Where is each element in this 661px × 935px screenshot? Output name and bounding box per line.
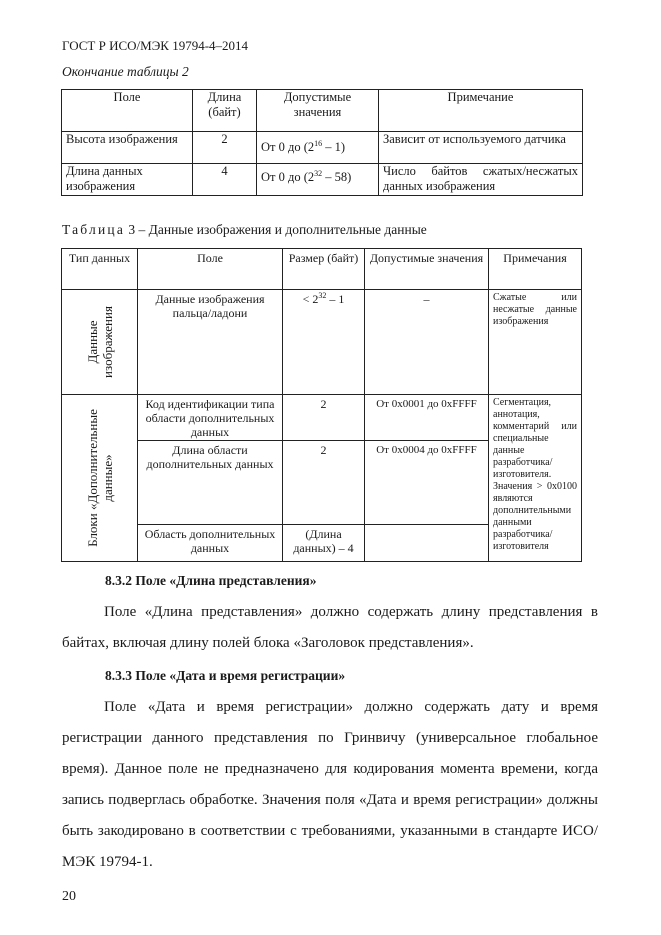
table3-type-image-cell xyxy=(62,290,138,395)
range-exponent: 32 xyxy=(314,168,323,178)
size-prefix: < 2 xyxy=(302,292,319,306)
table3-cell-values: – xyxy=(365,290,489,395)
table3-type-extra-cell xyxy=(62,395,138,562)
table3-cell-note: Сжатые или несжатые данные изображения xyxy=(489,290,582,395)
table3-caption-text: 3 – Данные изображения и дополнительные данные xyxy=(125,222,427,237)
table3-cell-field: Данные изображения пальца/ладони xyxy=(138,290,283,395)
table2-cell-length: 2 xyxy=(193,132,257,164)
range-exponent: 16 xyxy=(314,138,323,148)
section-832-heading: 8.3.2 Поле «Длина представления» xyxy=(105,573,317,588)
size-suffix: – 1 xyxy=(326,292,345,306)
table2-cell-values xyxy=(257,132,379,164)
table2-cell-field: Высота изображения xyxy=(62,132,193,164)
size-exponent: 32 xyxy=(318,291,327,300)
table3-cell-values: От 0x0001 до 0xFFFF xyxy=(365,395,489,441)
table3-header-type: Тип данных xyxy=(62,249,138,290)
table3-cell-size: 2 xyxy=(283,441,365,525)
table-3 xyxy=(61,248,582,562)
table3-cell-field: Код идентификации типа области дополнительных данных xyxy=(138,395,283,441)
table3-cell-note: Сегментация, аннотация, комментарий или специальные данные разработчика/изготовителя. Значения > 0x0100 являются дополнительными данными разработчика/изготовителя xyxy=(489,395,582,562)
range-suffix: – 1) xyxy=(322,140,346,154)
table3-header-notes: Примечания xyxy=(489,249,582,290)
table2-header-note: Примечание xyxy=(379,90,583,132)
range-suffix: – 58) xyxy=(322,170,352,184)
table2-cell-values xyxy=(257,164,379,196)
table2-header-length: Длина (байт) xyxy=(193,90,257,132)
table3-header-values: Допустимые значения xyxy=(365,249,489,290)
table3-header-field: Поле xyxy=(138,249,283,290)
section-833-heading: 8.3.3 Поле «Дата и время регистрации» xyxy=(105,668,346,683)
page-number: 20 xyxy=(62,889,76,904)
table-row xyxy=(62,395,582,441)
table3-caption-label: Таблица xyxy=(62,222,126,237)
table3-type-extra: Блоки «Дополнительные данные» xyxy=(84,409,115,547)
section-832-paragraph: Поле «Длина представления» должно содержать длину представления в байтах, включая длину полей блока «Заголовок представления». xyxy=(62,604,598,651)
table2-header-row xyxy=(62,90,583,132)
table2-header-field: Поле xyxy=(62,90,193,132)
table2-header-values: Допустимые значения xyxy=(257,90,379,132)
table3-cell-field: Длина области дополнительных данных xyxy=(138,441,283,525)
table2-cell-note: Зависит от используемого датчика xyxy=(379,132,583,164)
document-header: ГОСТ Р ИСО/МЭК 19794-4–2014 xyxy=(62,38,249,53)
section-833-paragraph: Поле «Дата и время регистрации» должно содержать дату и время регистрации данного представления по Гринвичу (универсальное глобальное время). Данное поле не предназначено для кодирования момента времени, когда запись подверглась обработке. Значения поля «Дата и время регистрации» должны быть закодировано в соответствии с требованиями, указанными в стандарте ИСО/МЭК 19794-1. xyxy=(62,699,598,870)
table-row xyxy=(62,290,582,395)
table3-cell-size: 2 xyxy=(283,395,365,441)
table2-cell-length: 4 xyxy=(193,164,257,196)
table2-cell-field: Длина данных изображения xyxy=(62,164,193,196)
table2-cell-note: Число байтов сжатых/несжатых данных изображения xyxy=(379,164,583,196)
table3-header-size: Размер (байт) xyxy=(283,249,365,290)
table-row xyxy=(62,164,583,196)
table3-type-image: Данные изображения xyxy=(84,306,115,378)
table3-cell-values xyxy=(365,525,489,562)
table-2 xyxy=(61,89,583,196)
table3-header-row xyxy=(62,249,582,290)
table2-continuation-title: Окончание таблицы 2 xyxy=(62,64,189,79)
table3-caption xyxy=(62,222,427,238)
range-prefix: От 0 до (2 xyxy=(261,170,315,184)
table3-cell-values: От 0x0004 до 0xFFFF xyxy=(365,441,489,525)
table-row xyxy=(62,132,583,164)
range-prefix: От 0 до (2 xyxy=(261,140,315,154)
table3-cell-size xyxy=(283,290,365,395)
table3-cell-size: (Длина данных) – 4 xyxy=(283,525,365,562)
table3-cell-field: Область дополнительных данных xyxy=(138,525,283,562)
